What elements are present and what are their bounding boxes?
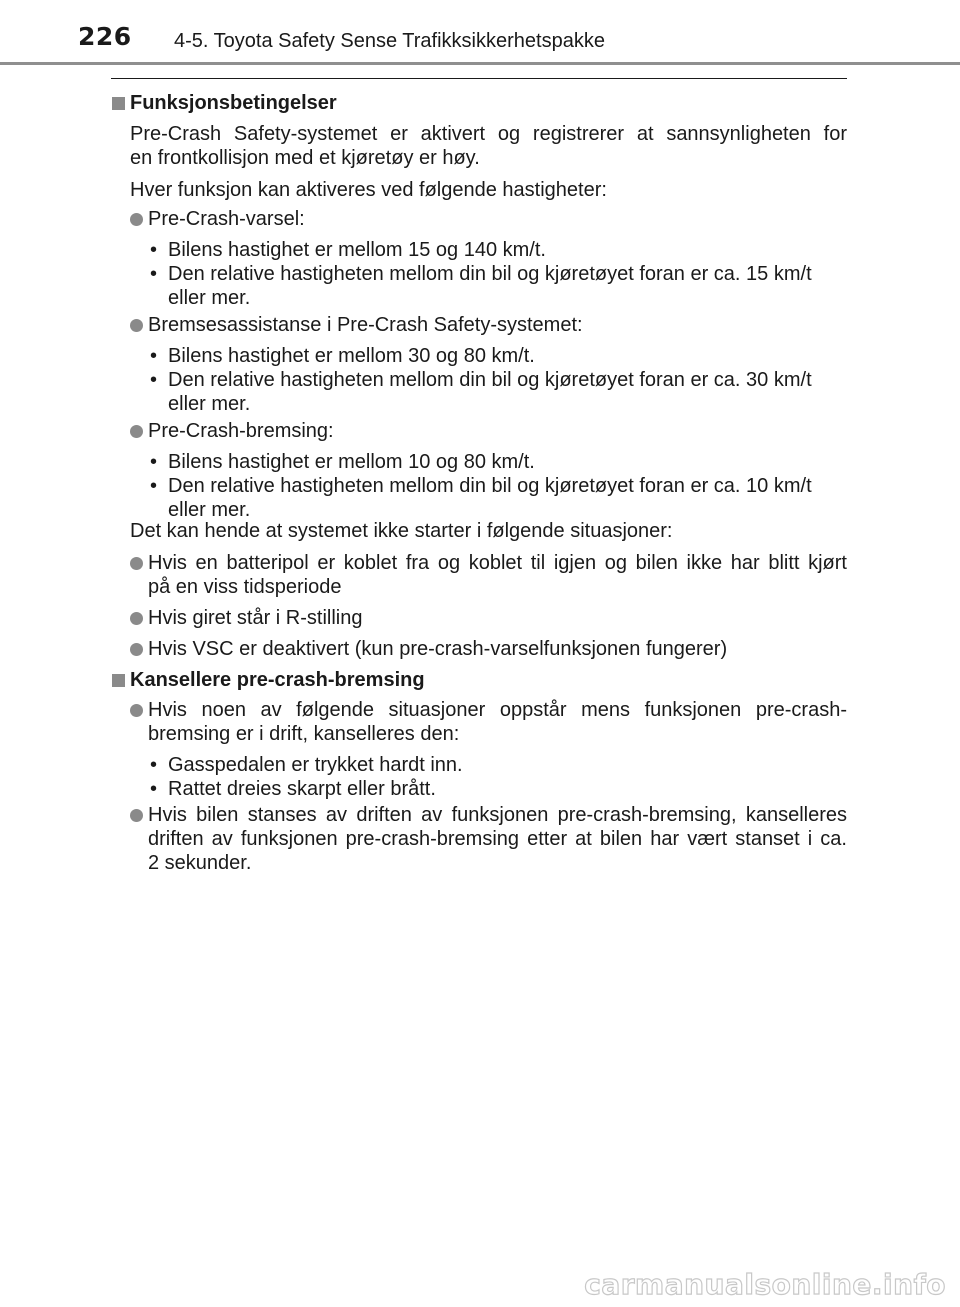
list-item: Den relative hastigheten mellom din bil og kjøretøyet foran er ca. 30 km/t (168, 369, 812, 391)
bullet-marker: • (150, 345, 158, 367)
condition-item: Hvis giret står i R-stilling (148, 607, 363, 629)
section-heading-cancel: Kansellere pre-crash-bremsing (130, 669, 425, 691)
list-item: Gasspedalen er trykket hardt inn. (168, 754, 463, 776)
round-bullet-icon (130, 319, 143, 332)
bullet-marker: • (150, 369, 158, 391)
condition-item: på en viss tidsperiode (148, 576, 342, 598)
round-bullet-icon (130, 557, 143, 570)
condition-item: Hvis VSC er deaktivert (kun pre-crash-varselfunksjonen fungerer) (148, 638, 728, 660)
bullet-marker: • (150, 451, 158, 473)
chapter-title: 4-5. Toyota Safety Sense Trafikksikkerhetspakke (174, 30, 605, 52)
paragraph-line: Pre-Crash Safety-systemet er aktivert og registrerer at sannsynligheten for (130, 123, 847, 145)
round-bullet-icon (130, 643, 143, 656)
bullet-marker: • (150, 475, 158, 497)
paragraph-line: Det kan hende at systemet ikke starter i følgende situasjoner: (130, 520, 673, 542)
bullet-marker: • (150, 263, 158, 285)
round-bullet-icon (130, 704, 143, 717)
list-item: eller mer. (168, 499, 251, 521)
square-bullet-icon (112, 674, 125, 687)
round-bullet-icon (130, 425, 143, 438)
cancel-item: Hvis bilen stanses av driften av funksjonen pre-crash-bremsing, kanselleres (148, 804, 847, 826)
list-item: Rattet dreies skarpt eller brått. (168, 778, 436, 800)
condition-item: Hvis en batteripol er koblet fra og koblet til igjen og bilen ikke har blitt kjørt (148, 552, 847, 574)
page-header (0, 0, 960, 64)
list-item: Den relative hastigheten mellom din bil og kjøretøyet foran er ca. 10 km/t (168, 475, 812, 497)
header-rule (0, 62, 960, 65)
list-label-assist: Bremsesassistanse i Pre-Crash Safety-systemet: (148, 314, 583, 336)
page-number: 226 (78, 22, 132, 51)
list-item: Bilens hastighet er mellom 15 og 140 km/t. (168, 239, 546, 261)
paragraph-line: Hver funksjon kan aktiveres ved følgende hastigheter: (130, 179, 607, 201)
bullet-marker: • (150, 239, 158, 261)
paragraph-line: en frontkollisjon med et kjøretøy er høy. (130, 147, 480, 169)
round-bullet-icon (130, 612, 143, 625)
list-label-warning: Pre-Crash-varsel: (148, 208, 305, 230)
list-item: eller mer. (168, 393, 251, 415)
list-item: Bilens hastighet er mellom 10 og 80 km/t. (168, 451, 535, 473)
list-item: eller mer. (168, 287, 251, 309)
cancel-item: Hvis noen av følgende situasjoner oppstår mens funksjonen pre-crash- (148, 699, 847, 721)
bullet-marker: • (150, 754, 158, 776)
cancel-item: 2 sekunder. (148, 852, 252, 874)
bullet-marker: • (150, 778, 158, 800)
cancel-item: driften av funksjonen pre-crash-bremsing etter at bilen har vært stanset i ca. (148, 828, 847, 850)
list-label-braking: Pre-Crash-bremsing: (148, 420, 334, 442)
round-bullet-icon (130, 809, 143, 822)
watermark: carmanualsonline.info (584, 1268, 946, 1301)
square-bullet-icon (112, 97, 125, 110)
round-bullet-icon (130, 213, 143, 226)
cancel-item: bremsing er i drift, kanselleres den: (148, 723, 460, 745)
content-rule (111, 78, 847, 79)
list-item: Bilens hastighet er mellom 30 og 80 km/t. (168, 345, 535, 367)
list-item: Den relative hastigheten mellom din bil og kjøretøyet foran er ca. 15 km/t (168, 263, 812, 285)
section-heading-conditions: Funksjonsbetingelser (130, 92, 337, 114)
